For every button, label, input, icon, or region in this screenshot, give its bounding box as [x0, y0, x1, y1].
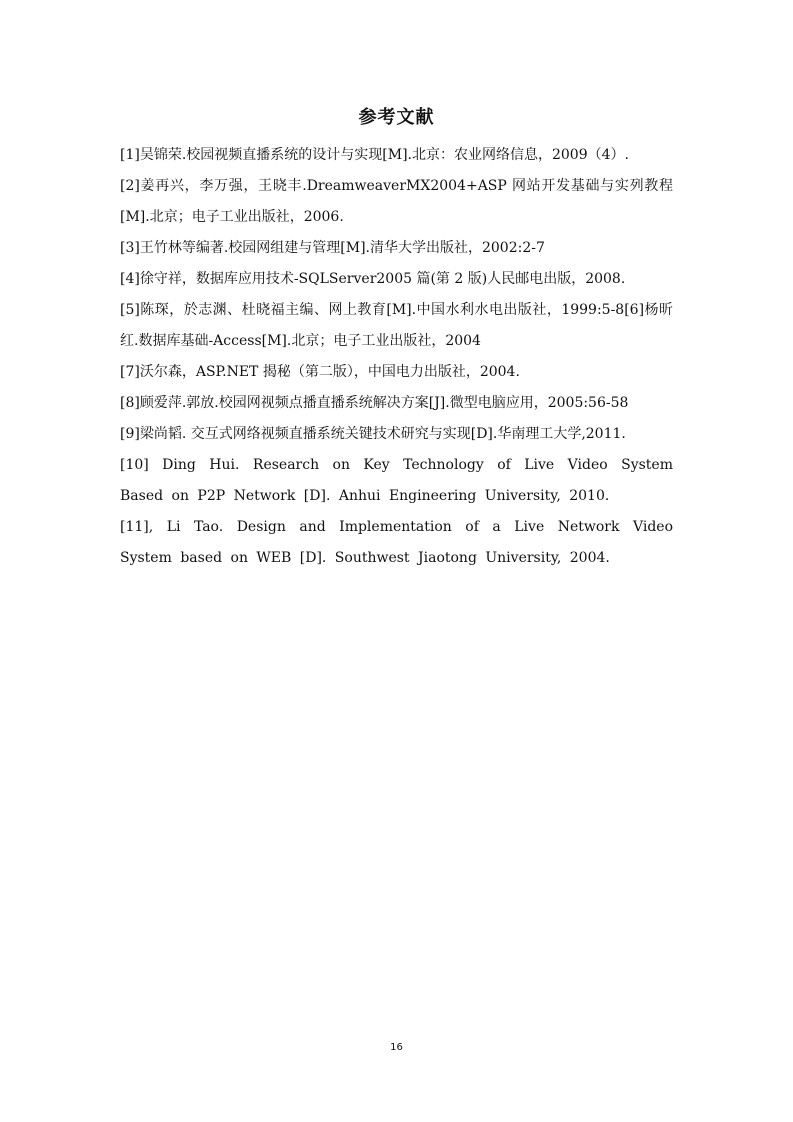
reference-item-3: [3]王竹林等编著.校园网组建与管理[M].清华大学出版社，2002:2-7 [120, 240, 545, 256]
reference-item-2: [2]姜再兴，李万强，王晓丰.DreamweaverMX2004+ASP 网站开发基础与实列教程[M].北京；电子工业出版社，2006. [120, 178, 673, 225]
reference-list [120, 140, 673, 574]
page-title: 参考文献 [358, 107, 435, 128]
page-number: 16 [390, 1042, 403, 1053]
reference-item-9: [9]梁尚韬. 交互式网络视频直播系统关键技术研究与实现[D].华南理工大学,2011. [120, 426, 626, 442]
reference-item-10: [10] Ding Hui. Research on Key Technology of Live Video System Based on P2P Network [D]. Anhui Engineering University, 2010. [120, 457, 673, 504]
reference-item-7: [7]沃尔森，ASP.NET 揭秘（第二版），中国电力出版社，2004. [120, 364, 520, 380]
reference-item-5: [5]陈琛，於志渊、杜晓福主编、网上教育[M].中国水利水电出版社，1999:5-8[6]杨昕红.数据库基础-Access[M].北京；电子工业出版社，2004 [120, 302, 673, 349]
reference-item-8: [8]顾爱萍.郭放.校园网视频点播直播系统解决方案[J].微型电脑应用，2005:56-58 [120, 395, 629, 411]
reference-item-4: [4]徐守祥，数据库应用技术-SQLServer2005 篇(第 2 版)人民邮电出版，2008. [120, 271, 626, 287]
reference-item-11: [11], Li Tao. Design and Implementation of a Live Network Video System based on WEB [D]. Southwest Jiaotong University, 2004. [120, 519, 673, 566]
reference-item-1: [1]吴锦荣.校园视频直播系统的设计与实现[M].北京：农业网络信息，2009（4）. [120, 147, 629, 163]
